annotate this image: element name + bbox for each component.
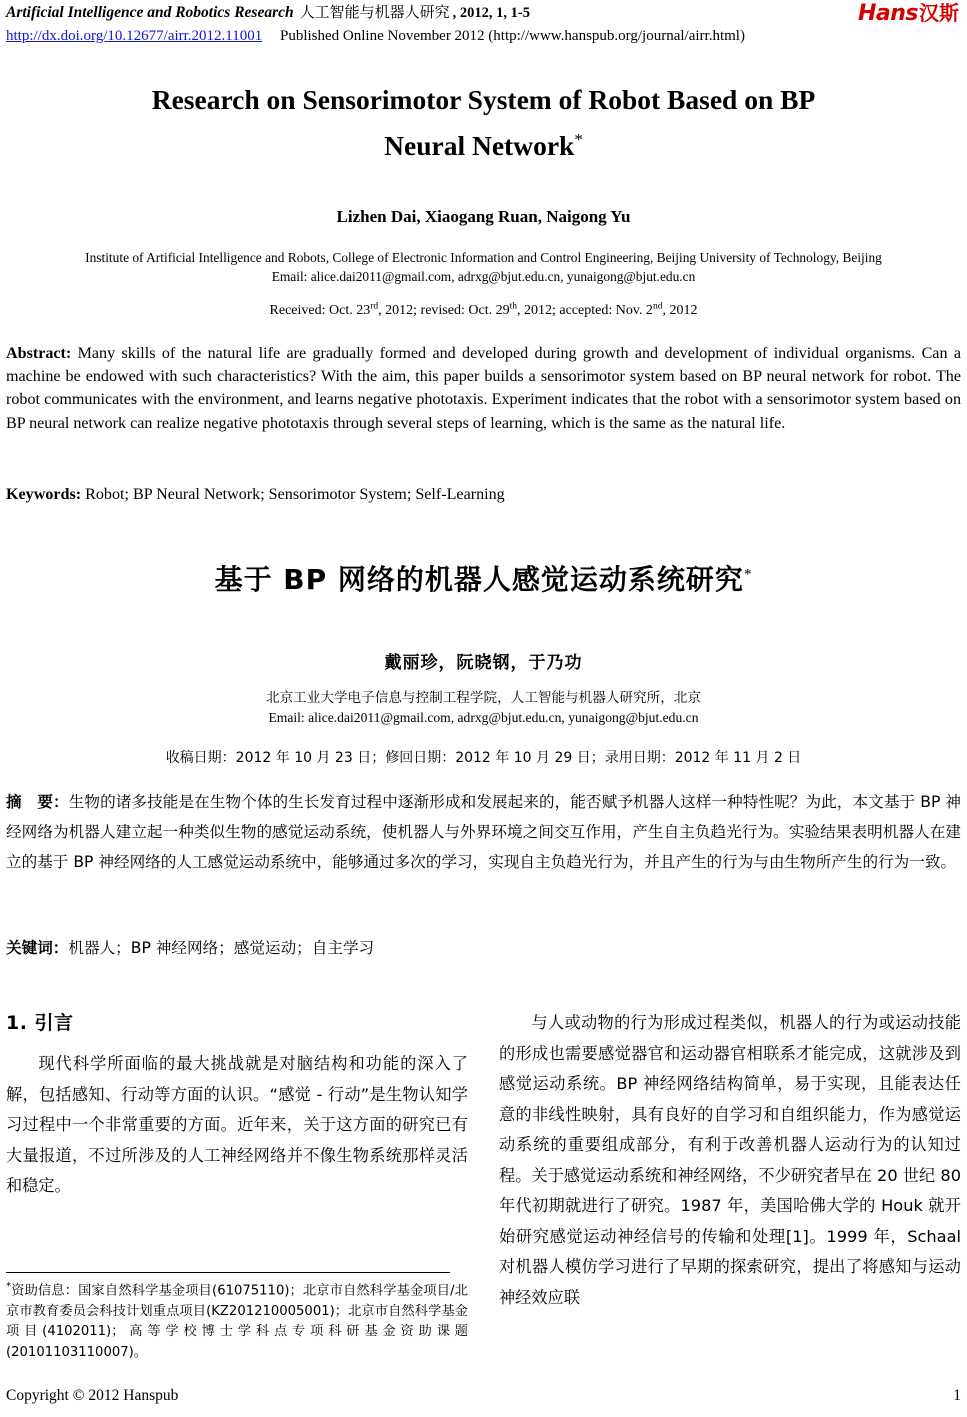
- authors-cn: 戴丽珍，阮晓钢，于乃功: [384, 653, 583, 673]
- footnote-body: 资助信息：国家自然科学基金项目(61075110)；北京市自然科学基金项目/北京市教育委员会科技计划重点项目(KZ201210005001)；北京市自然科学基金项目(4102011)；高等学校博士学科点专项科研基金资助课题(20101103110007)。: [6, 1283, 468, 1360]
- abstract-cn-body: 生物的诸多技能是在生物个体的生长发育过程中逐渐形成和发展起来的，能否赋予机器人这样一种特性呢？为此，本文基于 BP 神经网络为机器人建立起一种类似生物的感觉运动系统，使机器人与外界环境之间交互作用，产生自主负趋光行为。实验结果表明机器人在建立的基于 BP 神经网络的人工感觉运动系统中，能够通过多次的学习，实现自主负趋光行为，并且产生的行为与由生物所产生的行为一致。: [6, 793, 961, 871]
- accepted-ordinal: nd: [652, 301, 663, 312]
- hanspub-logo: [858, 2, 959, 27]
- page-title-en: [70, 80, 897, 166]
- journal-title-en: Artificial Intelligence and Robotics Research: [6, 4, 294, 21]
- doi-link[interactable]: http://dx.doi.org/10.12677/airr.2012.11001: [6, 28, 263, 44]
- section-heading-1: 1. 引言: [6, 1012, 74, 1034]
- body-column-right: [499, 1008, 961, 1313]
- title-en-line-1: Research on Sensorimotor System of Robot Based on BP: [151, 84, 816, 115]
- dates-en: [0, 303, 967, 319]
- footnote-text: [6, 1277, 468, 1363]
- abstract-en-label: Abstract:: [6, 345, 72, 362]
- page-number: 1: [953, 1387, 961, 1404]
- authors-en: Lizhen Dai, Xiaogang Ruan, Naigong Yu: [336, 207, 631, 226]
- copyright-text: Copyright © 2012 Hanspub: [6, 1387, 179, 1404]
- page-footer: [6, 1387, 961, 1405]
- running-head: [6, 2, 961, 48]
- body-paragraph-left-1: 现代科学所面临的最大挑战就是对脑结构和功能的深入了解，包括感知、行动等方面的认识。“感觉 - 行动”是生物认知学习过程中一个非常重要的方面。近年来，关于这方面的研究已有大量报道，不过所涉及的人工神经网络并不像生物系统那样灵活和稳定。: [6, 1054, 468, 1195]
- affiliation-cn-email: Email: alice.dai2011@gmail.com, adrxg@bjut.edu.cn, yunaigong@bjut.edu.cn: [268, 710, 699, 725]
- abstract-en-body: Many skills of the natural life are gradually formed and developed during growth and development of individual organisms. Can a machine be endowed with such characteristics? With the aim, this paper builds a sensorimotor system based on BP neural network for robot. The robot communicates with the environment, and learns negative phototaxis. Experiment indicates that the robot with a sensorimotor system based on BP neural network can realize negative phototaxis through several steps of learning, which is the same as the natural life.: [6, 345, 961, 432]
- keywords-cn-body: 机器人；BP 神经网络；感觉运动；自主学习: [68, 939, 375, 957]
- brand-name-en: Hans: [857, 1, 918, 26]
- title-en-line-2: Neural Network: [384, 130, 575, 162]
- dates-cn: 收稿日期：2012 年 10 月 23 日；修回日期：2012 年 10 月 29 日；录用日期：2012 年 11 月 2 日: [165, 750, 802, 766]
- abstract-cn: [6, 787, 961, 877]
- keywords-cn: [6, 935, 961, 961]
- brand-name-cn: 汉斯: [919, 1, 959, 25]
- keywords-cn-label: 关键词：: [6, 939, 69, 957]
- published-online-text: Published Online November 2012 (http://www.hanspub.org/journal/airr.html): [280, 28, 745, 44]
- body-column-left: [6, 1008, 468, 1202]
- affiliation-cn-institute: 北京工业大学电子信息与控制工程学院，人工智能与机器人研究所，北京: [266, 690, 701, 706]
- affiliation-en: [4, 248, 963, 286]
- accepted-rest: , 2012: [662, 303, 698, 318]
- affiliation-en-institute: Institute of Artificial Intelligence and Robots, College of Electronic Information and Control Engineering, Beijing University of Technology, Beijing: [85, 250, 882, 265]
- revised-rest: , 2012; accepted: Nov. 2: [516, 303, 653, 318]
- footnote-divider: [6, 1272, 450, 1273]
- revised-ordinal: th: [509, 301, 517, 312]
- title-cn-text: 基于 BP 网络的机器人感觉运动系统研究: [214, 563, 744, 596]
- received-ordinal: rd: [370, 301, 379, 312]
- title-en-footnote-marker: *: [574, 130, 583, 149]
- keywords-en-label: Keywords:: [6, 486, 82, 503]
- received-label: Received: Oct. 23: [269, 303, 371, 318]
- footnote-block: [6, 1272, 468, 1363]
- body-paragraph-right-1: 与人或动物的行为形成过程类似，机器人的行为或运动技能的形成也需要感觉器官和运动器官相联系才能完成，这就涉及到感觉运动系统。BP 神经网络结构简单，易于实现，且能表达任意的非线性映射，具有良好的自学习和自组织能力，作为感觉运动系统的重要组成部分，有利于改善机器人运动行为的认知过程。关于感觉运动系统和神经网络，不少研究者早在 20 世纪 80 年代初期就进行了研究。1987 年，美国哈佛大学的 Houk 就开始研究感觉运动神经信号的传输和处理[1]。1999 年，Schaal 对机器人模仿学习进行了早期的探索研究，提出了将感知与运动神经效应联: [499, 1013, 961, 1307]
- journal-title-cn: 人工智能与机器人研究: [299, 3, 450, 21]
- title-cn-footnote-marker: *: [743, 566, 753, 583]
- affiliation-cn: [0, 688, 967, 728]
- abstract-en: [6, 342, 961, 435]
- keywords-en-body: Robot; BP Neural Network; Sensorimotor System; Self-Learning: [81, 486, 505, 503]
- footnote-marker: *: [6, 1281, 11, 1292]
- keywords-en: [6, 484, 961, 506]
- received-rest: , 2012; revised: Oct. 29: [378, 303, 510, 318]
- journal-citation: , 2012, 1, 1-5: [452, 5, 530, 21]
- affiliation-en-email: Email: alice.dai2011@gmail.com, adrxg@bjut.edu.cn, yunaigong@bjut.edu.cn: [271, 269, 696, 284]
- page-title-cn: [0, 558, 967, 598]
- abstract-cn-label: 摘 要：: [6, 793, 69, 811]
- running-head-line-1: [6, 2, 961, 23]
- running-head-line-2: [6, 26, 961, 46]
